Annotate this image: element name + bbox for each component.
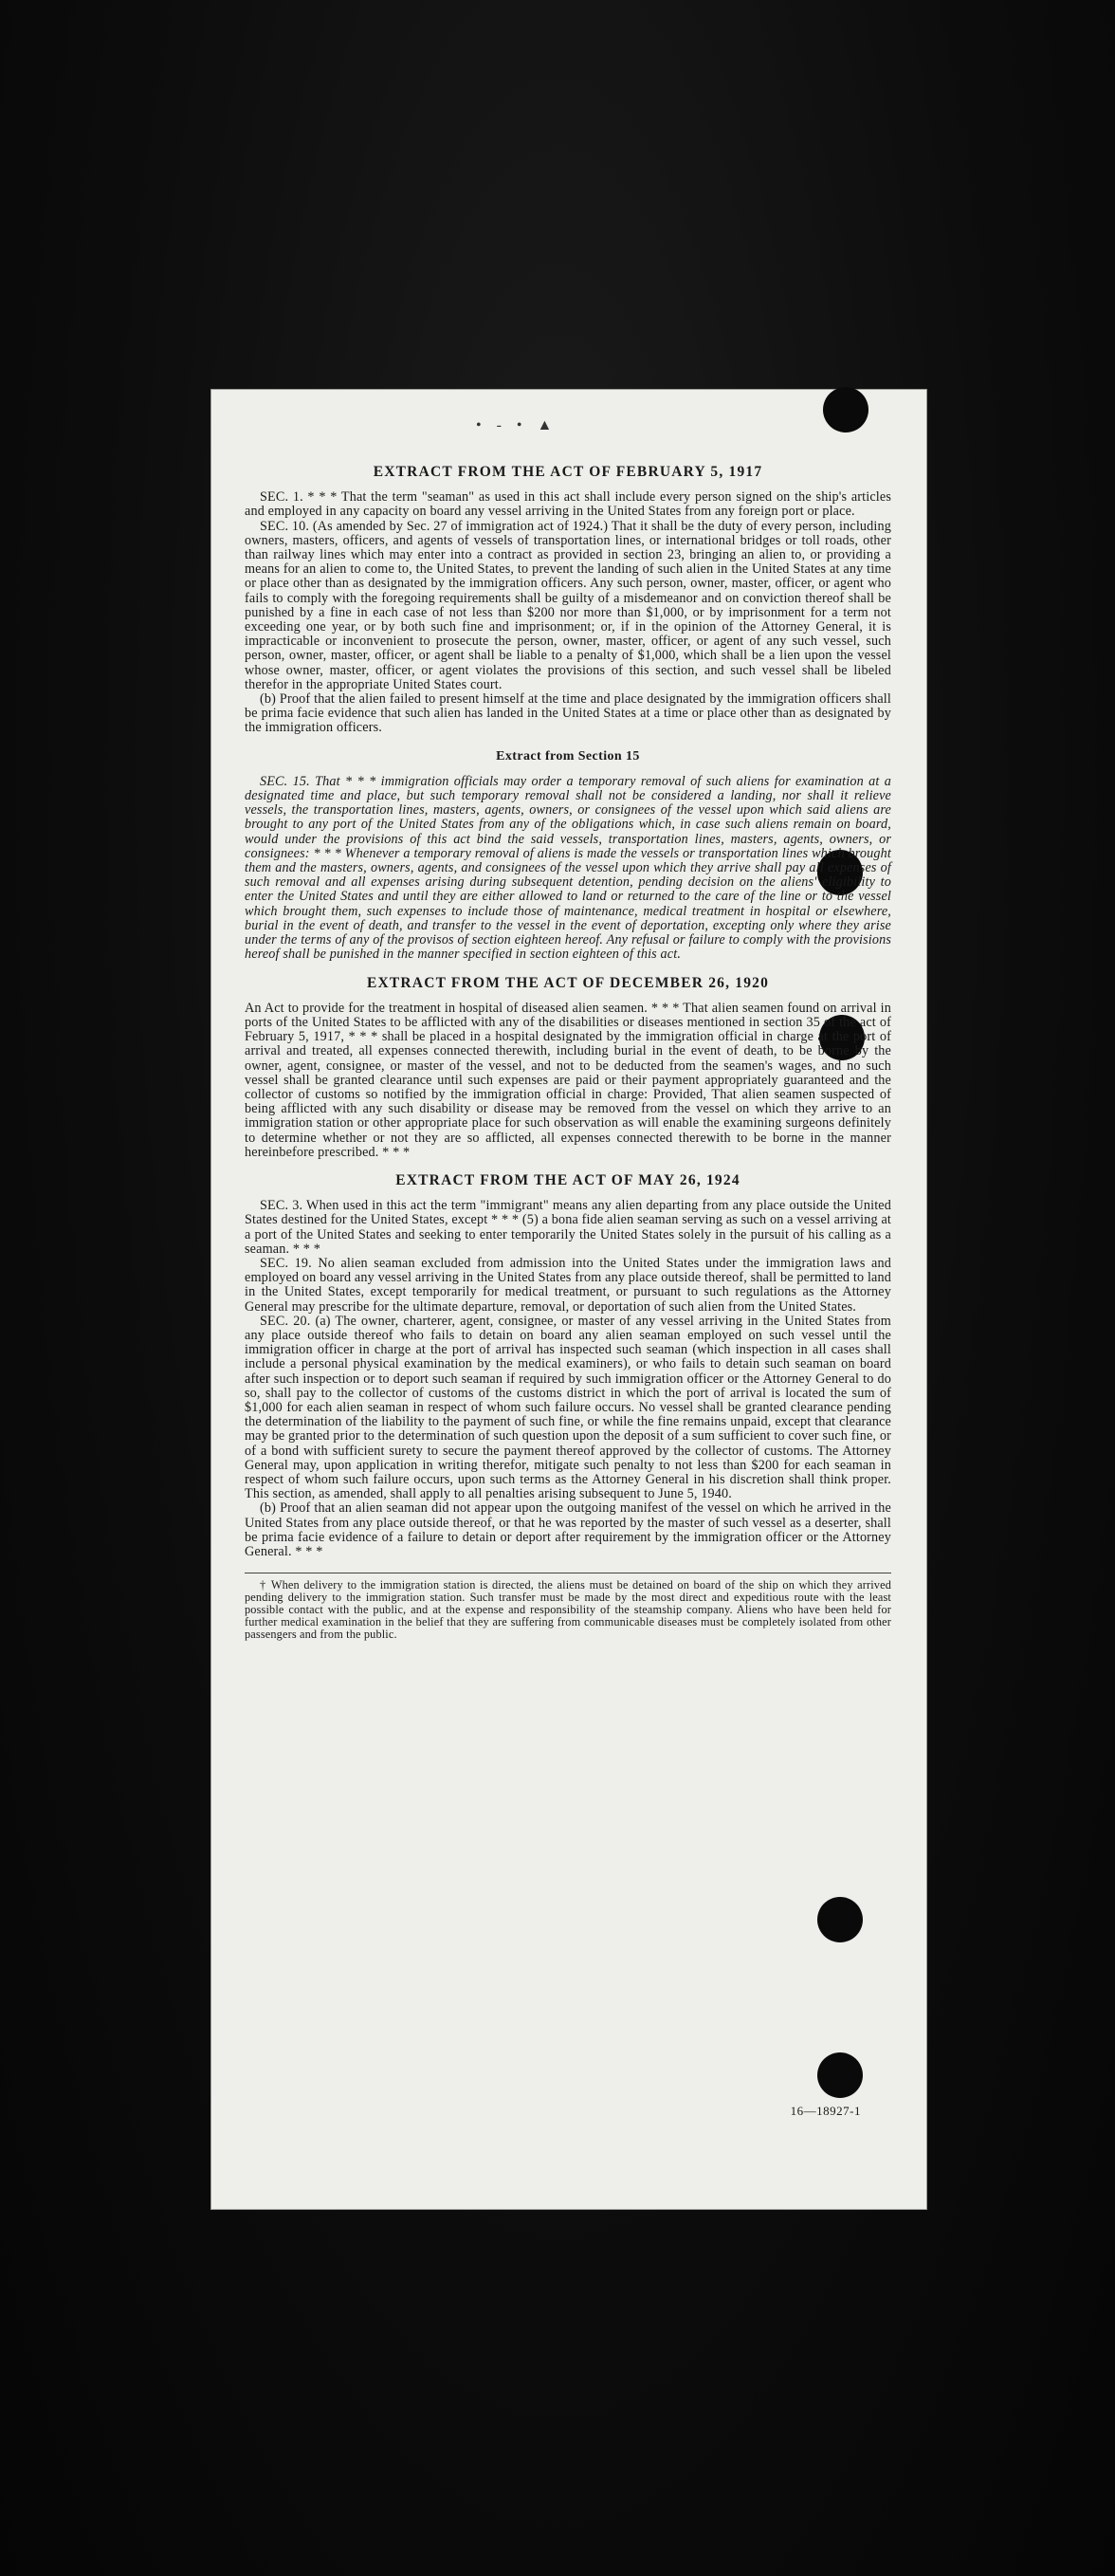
paragraph-sec-3: SEC. 3. When used in this act the term "immigrant" means any alien departing from any place outside the United States destined for the United States, except * * * (5) a bona fide alien seaman serving as such on a vessel arriving at a port of the United States and seeking to enter temporarily the United States solely in the pursuit of his calling as a seaman. * * * bbox=[245, 1198, 891, 1257]
heading-section-15: Extract from Section 15 bbox=[496, 748, 640, 764]
paragraph-act-1920: An Act to provide for the treatment in hospital of diseased alien seamen. * * * That alien seamen found on arrival in ports of the United States to be afflicted with any of the disabilities or diseases mentioned in section 35 of the act of February 5, 1917, * * * shall be placed in a hospital designated by the immigration official in charge at the port of arrival and treated, all expenses connected therewith, including burial in the event of death, to be borne by the owner, agent, consignee, or master of the vessel, and not to be deducted from the seamen's wages, and no such vessel shall be granted clearance until such expenses are paid or their payment appropriately guaranteed and the collector of customs so notified by the immigration official in charge: Provided, That alien seamen suspected of being afflicted with any such disability or disease may be removed from the vessel on which they arrive to an immigration station or other appropriate place for such observation as will enable the examining surgeons definitely to determine whether or not they are so afflicted, all expenses connected therewith to be borne in the manner hereinbefore prescribed. * * * bbox=[245, 1000, 891, 1160]
paragraph-sec-10b: (b) Proof that the alien failed to present himself at the time and place designated by the immigration officers shall be prima facie evidence that such alien has landed in the United States at a time or place other than as designated by the immigration officers. bbox=[245, 691, 891, 736]
punch-hole bbox=[817, 1897, 863, 1942]
punch-hole bbox=[817, 2052, 863, 2098]
document-body bbox=[245, 465, 891, 1641]
paragraph-sec-10: SEC. 10. (As amended by Sec. 27 of immigration act of 1924.) That it shall be the duty of every person, including owners, masters, officers, and agents of vessels of transportation lines, or international bridges or toll roads, other than railway lines which may enter into a contract as provided in section 23, bringing an alien to, or providing a means for an alien to come to, the United States, to prevent the landing of such alien in the United States at any time or place other than as designated by the immigration officers. Any such person, owner, master, officer, or agent who fails to comply with the foregoing requirements shall be guilty of a misdemeanor and on conviction thereof shall be punished by a fine in each case of not less than $200 nor more than $1,000, or by imprisonment for a term not exceeding one year, or by both such fine and imprisonment; or, if in the opinion of the Attorney General, it is impracticable or inconvenient to prosecute the person, owner, master, officer, or agent of any such vessel, such person, owner, master, officer, or agent shall be liable to a penalty of $1,000, which shall be a lien upon the vessel whose owner, master, officer, or agent violates the provisions of this section, and such vessel shall be libeled therefor in the appropriate United States court. bbox=[245, 518, 891, 692]
document-page bbox=[210, 389, 927, 2210]
punch-hole bbox=[823, 387, 868, 432]
heading-act-1924: EXTRACT FROM THE ACT OF MAY 26, 1924 bbox=[395, 1171, 740, 1188]
paragraph-sec-1: SEC. 1. * * * That the term "seaman" as used in this act shall include every person signed on the ship's articles and employed in any capacity on board any vessel arriving in the United States from any foreign port or place. bbox=[245, 489, 891, 520]
heading-act-1920: EXTRACT FROM THE ACT OF DECEMBER 26, 1920 bbox=[366, 974, 770, 991]
paragraph-sec-20b: (b) Proof that an alien seaman did not appear upon the outgoing manifest of the vessel on which he arrived in the United States from any place outside thereof, or that he was reported by the master of such vessel as a deserter, shall be prima facie evidence of a failure to detain or deport after requirement by the immigration officer or the Attorney General. * * * bbox=[245, 1500, 891, 1560]
heading-act-1917: EXTRACT FROM THE ACT OF FEBRUARY 5, 1917 bbox=[373, 464, 763, 480]
top-marks: • ‑ • ▲ bbox=[476, 417, 558, 433]
footnote: † When delivery to the immigration station is directed, the aliens must be detained on board of the ship on which they arrived pending delivery to the immigration station. Such transfer must be made by the most direct and expeditious route with the least possible contact with the public, and at the expense and responsibility of the steamship company. Aliens who have been held for further medical examination in the belief that they are suffering from communicable diseases must be completely isolated from other passengers and from the public. bbox=[245, 1578, 891, 1642]
form-number: 16—18927-1 bbox=[790, 2104, 861, 2118]
paragraph-sec-15: SEC. 15. That * * * immigration officials may order a temporary removal of such aliens for examination at a designated time and place, but such temporary removal shall not be considered a landing, nor shall it relieve vessels, the transportation lines, masters, agents, owners, or consignees of the vessel upon which said aliens are brought to any port of the United States from any of the obligations which, in case such aliens remain on board, would under the provisions of this act bind the said vessels, transportation lines, masters, agents, owners, or consignees: * * * Whenever a temporary removal of aliens is made the vessels or transportation lines which brought them and the masters, owners, agents, and consignees of the vessel upon which they arrive shall pay all expenses of such removal and all expenses arising during subsequent detention, pending decision on the aliens' eligibility to enter the United States and until they are either allowed to land or returned to the care of the line or to the vessel which brought them, such expenses to include those of maintenance, medical treatment in hospital or elsewhere, burial in the event of death, and transfer to the vessel in the event of deportation, excepting only where they arise under the terms of any of the provisos of section eighteen hereof. Any refusal or failure to comply with the provisions hereof shall be punished in the manner specified in section eighteen of this act. bbox=[245, 773, 891, 963]
paragraph-sec-20a: SEC. 20. (a) The owner, charterer, agent, consignee, or master of any vessel arriving in the United States from any place outside thereof who fails to detain on board any alien seaman employed on such vessel until the immigration officer in charge at the port of arrival has inspected such seaman (which inspection in all cases shall include a personal physical examination by the medical examiners), or who fails to detain such seaman on board after such inspection or to deport such seaman if required by such immigration officer or the Attorney General to do so, shall pay to the collector of customs of the customs district in which the port of arrival is located the sum of $1,000 for each alien seaman in respect of whom such failure occurs. No vessel shall be granted clearance pending the determination of the liability to the payment of such fine, or while the fine remains unpaid, except that clearance may be granted prior to the determination of such question upon the deposit of a sum sufficient to cover such fine, or of a bond with sufficient surety to secure the payment thereof approved by the collector of customs. The Attorney General may, upon application in writing therefor, mitigate such penalty to not less than $200 for each seaman in respect of whom such failure occurs, upon such terms as the Attorney General in his discretion shall think proper. This section, as amended, shall apply to all penalties arising subsequent to June 5, 1940. bbox=[245, 1313, 891, 1502]
paragraph-sec-19: SEC. 19. No alien seaman excluded from admission into the United States under the immigration laws and employed on board any vessel arriving in the United States from any place outside thereof, shall be permitted to land in the United States, except temporarily for medical treatment, or pursuant to such regulations as the Attorney General may prescribe for the ultimate departure, removal, or deportation of such alien from the United States. bbox=[245, 1255, 891, 1315]
